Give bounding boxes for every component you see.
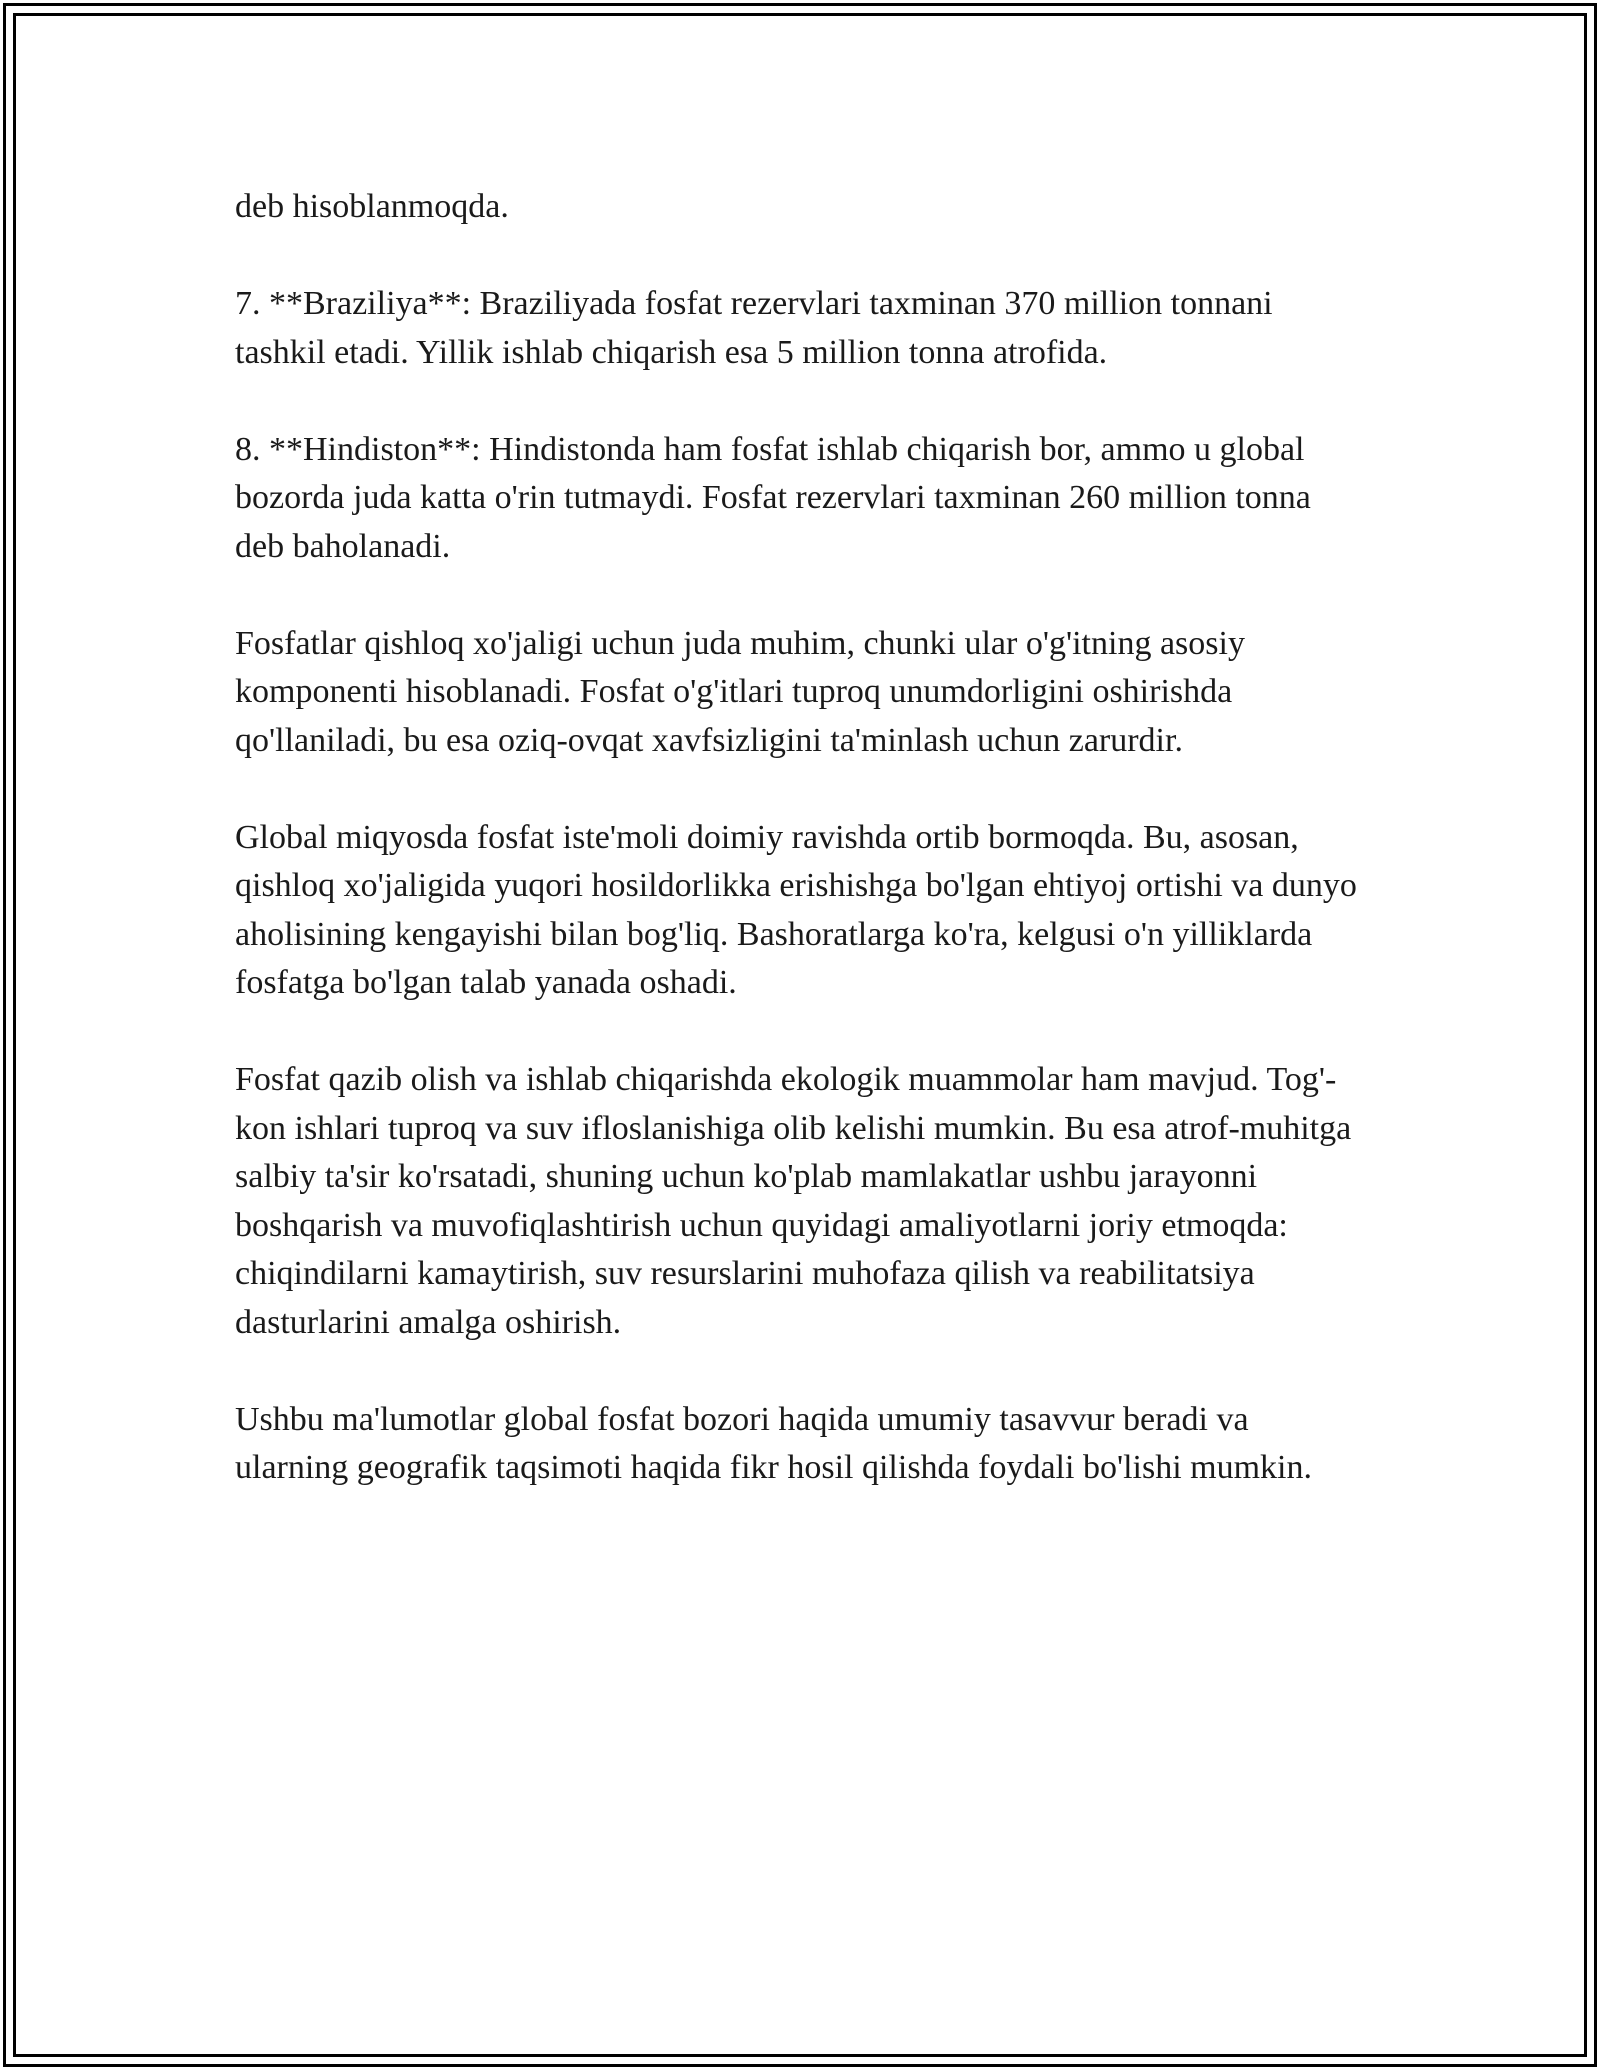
paragraph-conclusion: Ushbu ma'lumotlar global fosfat bozori haqida umumiy tasavvur beradi va ularning geografik taqsimoti haqida fikr hosil qilishda foydali bo'lishi mumkin. — [235, 1400, 1312, 1486]
document-body — [235, 183, 1365, 1493]
paragraph-consumption: Global miqyosda fosfat iste'moli doimiy ravishda ortib bormoqda. Bu, asosan, qishloq xo'jaligida yuqori hosildorlikka erishishga bo'lgan ehtiyoj ortishi va dunyo aholisining kengayishi bilan bog'liq. Bashoratlarga ko'ra, kelgusi o'n yilliklarda fosfatga bo'lgan talab yanada oshadi. — [235, 818, 1357, 1001]
paragraph-continuation: deb hisoblanmoqda. — [235, 188, 509, 225]
paragraph-ecology: Fosfat qazib olish va ishlab chiqarishda ekologik muammolar ham mavjud. Tog'-kon ishlari tuproq va suv ifloslanishiga olib kelishi mumkin. Bu esa atrof-muhitga salbiy ta'sir ko'rsatadi, shuning uchun ko'plab mamlakatlar ushbu jarayonni boshqarish va muvofiqlashtirish uchun quyidagi amaliyotlarni joriy etmoqda: chiqindilarni kamaytirish, suv resurslarini muhofaza qilish va reabilitatsiya dasturlarini amalga oshirish. — [235, 1061, 1352, 1341]
paragraph-agriculture: Fosfatlar qishloq xo'jaligi uchun juda muhim, chunki ular o'g'itning asosiy komponenti hisoblanadi. Fosfat o'g'itlari tuproq unumdorligini oshirishda qo'llaniladi, bu esa oziq-ovqat xavfsizligini ta'minlash uchun zarurdir. — [235, 624, 1245, 759]
paragraph-braziliya: 7. **Braziliya**: Braziliyada fosfat rezervlari taxminan 370 million tonnani tashkil etadi. Yillik ishlab chiqarish esa 5 million tonna atrofida. — [235, 285, 1273, 371]
paragraph-hindiston: 8. **Hindiston**: Hindistonda ham fosfat ishlab chiqarish bor, ammo u global bozorda juda katta o'rin tutmaydi. Fosfat rezervlari taxminan 260 million tonna deb baholanadi. — [235, 430, 1311, 565]
